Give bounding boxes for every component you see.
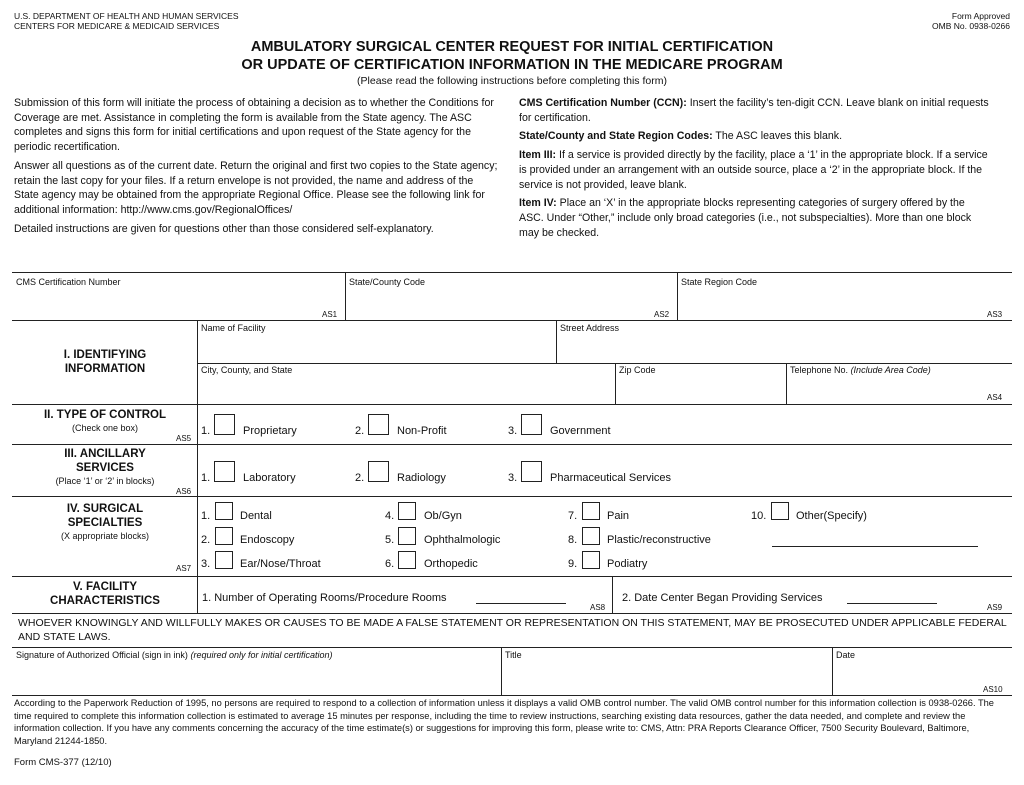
false-statement-warning: WHOEVER KNOWINGLY AND WILLFULLY MAKES OR CAUSES TO BE MADE A FALSE STATEMENT OR REPRESENTATION ON THIS STATEMENT, MAY BE PROSECUTED UNDER APPLICABLE FEDERAL AND STATE LAWS.: [18, 617, 1007, 643]
omb-number: OMB No. 0938-0266: [932, 21, 1010, 31]
telephone-note: (Include Area Code): [850, 365, 931, 375]
option-label: Radiology: [397, 472, 446, 484]
agency-line-1: U.S. DEPARTMENT OF HEALTH AND HUMAN SERVICES: [14, 11, 239, 21]
state-county-code-field[interactable]: State/County Code: [349, 277, 426, 287]
divider: [501, 647, 502, 695]
facility-name-field[interactable]: Name of Facility: [201, 323, 266, 333]
divider: [612, 576, 613, 613]
approval-line-1: Form Approved: [951, 11, 1010, 21]
option-number: 9.: [568, 558, 578, 570]
option-number: 3.: [508, 472, 518, 484]
signature-field[interactable]: [16, 650, 333, 661]
section-title-identifying: I. IDENTIFYING INFORMATION: [63, 349, 147, 375]
instruction-codes-lead: State/County and State Region Codes:: [519, 130, 713, 143]
instruction-para-2: Answer all questions as of the current date. Return the original and first two copies to the State agency; retain the last copy for your files. If a return envelope is not provided, the name and address of the State agency may be obtained from the appropriate Regional Office. Please see the following link for additional information: http://www.cms.gov/RegionalOffices/: [14, 159, 498, 216]
section-note: (Check one box): [71, 423, 139, 433]
instruction-item-iii: [519, 148, 989, 192]
state-region-code-field[interactable]: State Region Code: [681, 277, 758, 287]
option-number: 7.: [568, 510, 578, 522]
option-number: 1.: [201, 472, 211, 484]
option-number: 3.: [201, 558, 211, 570]
paperwork-reduction-notice: According to the Paperwork Reduction of 1995, no persons are required to respond to a collection of information unless it displays a valid OMB control number. The valid OMB control number for this information collection is 0938-0266. The time required to complete this information collection is estimated to average 15 minutes per response, including the time to review instructions, searching existing data resources, gather the data needed, and complete and review the information collection. If you have any comments concerning the accuracy of the time estimate(s) or suggestions for improving this form, please write to: CMS, Attn: PRA Reports Clearance Officer, 7500 Security Boulevard, Baltimore, Maryland 21244-1850.: [14, 698, 994, 746]
instruction-ccn-lead: CMS Certification Number (CCN):: [519, 97, 687, 109]
divider: [12, 444, 1012, 445]
option-number: 1.: [201, 510, 211, 522]
section-note: (X appropriate blocks): [60, 531, 150, 541]
option-label: Proprietary: [243, 425, 297, 437]
divider: [197, 320, 198, 613]
ent-checkbox[interactable]: [215, 551, 233, 569]
instruction-item-iv: [519, 196, 989, 240]
endoscopy-checkbox[interactable]: [215, 527, 233, 545]
radiology-block[interactable]: [368, 461, 389, 482]
podiatry-checkbox[interactable]: [582, 551, 600, 569]
telephone-field[interactable]: [790, 365, 931, 376]
instruction-ccn: [519, 96, 989, 125]
divider: [786, 363, 787, 404]
pain-checkbox[interactable]: [582, 502, 600, 520]
section-title-type-of-control: II. TYPE OF CONTROL: [43, 409, 167, 421]
option-label: Ophthalmologic: [424, 534, 501, 546]
date-began-label: 2. Date Center Began Providing Services: [622, 592, 823, 604]
operating-rooms-label: 1. Number of Operating Rooms/Procedure Rooms: [202, 592, 447, 604]
divider: [12, 576, 1012, 577]
option-label: Ob/Gyn: [424, 510, 462, 522]
laboratory-block[interactable]: [214, 461, 235, 482]
divider: [556, 320, 557, 363]
zip-code-field[interactable]: Zip Code: [619, 365, 656, 375]
divider: [832, 647, 833, 695]
instructions-right: [519, 96, 989, 240]
field-code: AS8: [590, 603, 606, 612]
option-number: 1.: [201, 425, 211, 437]
divider: [345, 272, 346, 320]
form-title-line-1: AMBULATORY SURGICAL CENTER REQUEST FOR INITIAL CERTIFICATION: [250, 39, 774, 55]
field-code: AS9: [987, 603, 1003, 612]
field-code: AS7: [176, 564, 192, 573]
plastic-reconstructive-checkbox[interactable]: [582, 527, 600, 545]
divider: [677, 272, 678, 320]
form-number: Form CMS-377 (12/10): [14, 757, 112, 768]
option-number: 2.: [201, 534, 211, 546]
other-specify-line[interactable]: [772, 546, 978, 547]
signature-note: (required only for initial certification): [190, 650, 333, 660]
field-code: AS2: [654, 310, 670, 319]
option-label: Other(Specify): [796, 510, 867, 522]
ob-gyn-checkbox[interactable]: [398, 502, 416, 520]
field-code: AS1: [322, 310, 338, 319]
option-number: 3.: [508, 425, 518, 437]
instruction-item-iii-text: If a service is provided directly by the facility, place a ‘1’ in the appropriate block. If a service is provided under an arrangement with an outside source, place a ‘2’ in the appropriate block. If the service is not provided, leave blank.: [519, 149, 988, 191]
instruction-ccn-text: Insert the facility’s ten-digit CCN. Leave blank on initial requests for certification.: [519, 97, 989, 124]
option-label: Ear/Nose/Throat: [240, 558, 321, 570]
field-code: AS10: [983, 685, 1003, 694]
option-label: Pharmaceutical Services: [550, 472, 672, 484]
section-note: (Place ‘1’ or ‘2’ in blocks): [55, 476, 155, 486]
divider: [12, 404, 1012, 405]
field-code: AS6: [176, 487, 192, 496]
instruction-item-iv-lead: Item IV:: [519, 197, 557, 210]
instruction-item-iv-text: Place an ‘X’ in the appropriate blocks representing categories of surgery offered by the ASC. Under “Other,” include only broad categories (i.e., not subspecialties). More than one block may be checked.: [519, 197, 972, 239]
pharmaceutical-services-block[interactable]: [521, 461, 542, 482]
option-label: Podiatry: [607, 558, 648, 570]
divider: [12, 613, 1012, 614]
option-number: 10.: [751, 510, 767, 522]
date-began-input[interactable]: [847, 603, 937, 604]
agency-name: [14, 11, 239, 31]
divider: [197, 363, 1012, 364]
option-number: 5.: [385, 534, 395, 546]
dental-checkbox[interactable]: [215, 502, 233, 520]
instruction-item-iii-lead: Item III:: [519, 149, 557, 162]
instruction-para-3: Detailed instructions are given for questions other than those considered self-explanatory.: [14, 222, 434, 235]
option-label: Laboratory: [243, 472, 296, 484]
city-county-state-field[interactable]: City, County, and State: [201, 365, 293, 375]
ophthalmologic-checkbox[interactable]: [398, 527, 416, 545]
option-number: 2.: [355, 425, 365, 437]
non-profit-checkbox[interactable]: [368, 414, 389, 435]
form-title-line-2: OR UPDATE OF CERTIFICATION INFORMATION IN THE MEDICARE PROGRAM: [241, 57, 783, 73]
orthopedic-checkbox[interactable]: [398, 551, 416, 569]
option-label: Non-Profit: [397, 425, 447, 437]
instruction-codes-text: The ASC leaves this blank.: [712, 130, 843, 143]
other-checkbox[interactable]: [771, 502, 789, 520]
divider: [12, 272, 1012, 273]
field-code: AS3: [987, 310, 1003, 319]
omb-approval: [932, 11, 1010, 31]
divider: [12, 496, 1012, 497]
option-label: Pain: [607, 510, 630, 522]
instructions-left: [14, 96, 499, 236]
option-label: Government: [550, 425, 611, 437]
date-field[interactable]: Date: [836, 650, 856, 660]
field-code: AS4: [987, 393, 1003, 402]
agency-line-2: CENTERS FOR MEDICARE & MEDICAID SERVICES: [14, 21, 220, 31]
option-number: 4.: [385, 510, 395, 522]
section-title-surgical: IV. SURGICAL SPECIALTIES: [66, 503, 144, 529]
signature-label: Signature of Authorized Official (sign in ink): [16, 650, 188, 660]
section-title-facility: V. FACILITY CHARACTERISTICS: [50, 581, 160, 607]
section-title-ancillary: III. ANCILLARY SERVICES: [64, 448, 146, 474]
divider: [615, 363, 616, 404]
government-checkbox[interactable]: [521, 414, 542, 435]
option-number: 6.: [385, 558, 395, 570]
ccn-field[interactable]: CMS Certification Number: [16, 277, 121, 287]
operating-rooms-input[interactable]: [476, 603, 566, 604]
instruction-para-1: Submission of this form will initiate the process of obtaining a decision as to whether the Conditions for Coverage are met. Assistance in completing the form is available from the State agency. The ASC completes and signs this form for initial certifications and upon request of the State agency for the periodic recertification.: [14, 97, 494, 154]
divider: [12, 647, 1012, 648]
divider: [12, 320, 1012, 321]
divider: [12, 695, 1012, 696]
proprietary-checkbox[interactable]: [214, 414, 235, 435]
title-field[interactable]: Title: [505, 650, 522, 660]
option-number: 2.: [355, 472, 365, 484]
telephone-label: Telephone No.: [790, 365, 849, 375]
option-number: 8.: [568, 534, 578, 546]
option-label: Endoscopy: [240, 534, 295, 546]
option-label: Dental: [240, 510, 272, 522]
option-label: Orthopedic: [424, 558, 478, 570]
street-address-field[interactable]: Street Address: [560, 323, 620, 333]
field-code: AS5: [176, 434, 192, 443]
form-subtitle: (Please read the following instructions before completing this form): [357, 75, 667, 87]
instruction-codes: [519, 129, 989, 144]
option-label: Plastic/reconstructive: [607, 534, 711, 546]
